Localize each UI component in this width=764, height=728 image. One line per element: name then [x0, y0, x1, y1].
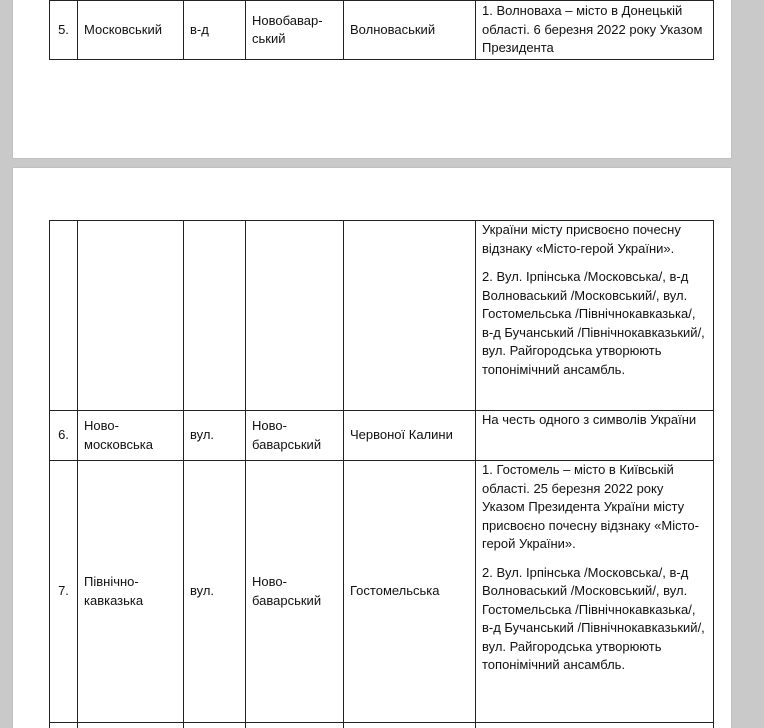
table-row-6	[50, 411, 714, 461]
old-name-cell	[78, 461, 184, 723]
type-cell: вул.	[184, 461, 246, 723]
note-paragraph: 2. Вул. Ірпінська /Московська/, в-д Волноваський /Московський/, вул. Гостомельська /Північнокавказька/, в-д Бучанський /Північнокавказький/, вул. Райгородська утворюють топонімічний ансамбль.	[482, 268, 707, 379]
old-name-text: Ново-московська	[84, 417, 166, 454]
district-cell	[246, 461, 344, 723]
old-name-text: Північно-кавказька	[84, 573, 166, 610]
note-paragraph: На честь одного з символів України	[482, 411, 707, 430]
district-cell	[246, 221, 344, 411]
table-row-continuation	[50, 221, 714, 411]
old-name-cell	[78, 221, 184, 411]
table-row-7	[50, 461, 714, 723]
type-cell: в-д	[184, 1, 246, 60]
district-text: Ново-баварський	[252, 573, 334, 610]
district-text: Ново-баварський	[252, 417, 334, 454]
district-text: Новобавар-ський	[252, 12, 322, 49]
note-cell	[476, 461, 714, 723]
new-name-cell	[344, 221, 476, 411]
note-paragraph: 1. Гостомель – місто в Київській області. 25 березня 2022 року Указом Президента України місту присвоєно почесну відзнаку «Місто-герой України».	[482, 461, 707, 554]
old-name-cell: Московський	[78, 1, 184, 60]
old-name-cell	[78, 411, 184, 461]
note-paragraph: 2. Вул. Ірпінська /Московська/, в-д Волноваський /Московський/, вул. Гостомельська /Північнокавказька/, в-д Бучанський /Північнокавказький/, вул. Райгородська утворюють топонімічний ансамбль.	[482, 564, 707, 675]
note-cell	[476, 221, 714, 411]
district-cell	[246, 411, 344, 461]
type-cell: вул.	[184, 411, 246, 461]
note-cell	[476, 1, 714, 60]
table-row-next	[50, 723, 714, 728]
row-number: 7.	[50, 461, 78, 723]
type-cell	[184, 221, 246, 411]
new-name-cell: Гостомельська	[344, 461, 476, 723]
document-page-2	[13, 168, 731, 728]
district-cell	[246, 1, 344, 60]
streets-table-part-1	[49, 0, 714, 60]
new-name-cell: Волноваський	[344, 1, 476, 60]
document-page-1	[13, 0, 731, 158]
row-number: 5.	[50, 1, 78, 60]
note-paragraph: України місту присвоєно почесну відзнаку «Місто-герой України».	[482, 221, 707, 258]
new-name-cell: Червоної Калини	[344, 411, 476, 461]
row-number	[50, 221, 78, 411]
note-paragraph: 1. Волноваха – місто в Донецькій області. 6 березня 2022 року Указом Президента	[482, 2, 707, 58]
note-cell	[476, 411, 714, 461]
streets-table-part-2	[49, 220, 714, 728]
row-number: 6.	[50, 411, 78, 461]
table-row-5	[50, 1, 714, 60]
